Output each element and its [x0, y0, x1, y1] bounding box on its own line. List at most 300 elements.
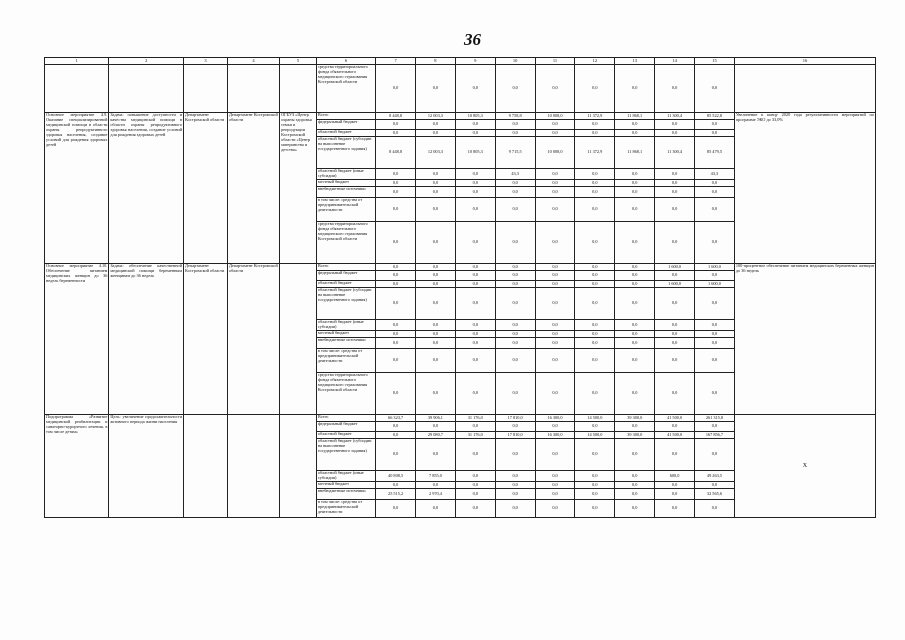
- value-cell: 0,0: [495, 222, 535, 264]
- funding-source-cell: внебюджетные источники: [316, 338, 375, 349]
- value-cell: 39 300,0: [615, 415, 655, 422]
- funding-source-cell: областной бюджет (субсидии на выполнение государственного задания): [316, 439, 375, 471]
- value-cell: 0,0: [535, 320, 575, 331]
- value-cell: 0,0: [376, 222, 416, 264]
- value-cell: 0,0: [695, 320, 735, 331]
- value-cell: 0,0: [455, 130, 495, 137]
- value-cell: 0,0: [695, 180, 735, 187]
- coexecutor-cell: Департамент Костромской области: [227, 264, 279, 415]
- value-cell: 0,0: [655, 288, 695, 320]
- funding-source-cell: областной бюджет (субсидии на выполнение государственного задания): [316, 288, 375, 320]
- value-cell: 0,0: [535, 500, 575, 518]
- value-cell: 0,0: [575, 349, 615, 373]
- participant-cell: [280, 65, 317, 113]
- value-cell: 0,0: [615, 331, 655, 338]
- task-cell: Задача: обеспечение качественной медицинской помощи беременным женщинам до 36 недель: [109, 264, 184, 415]
- value-cell: 0,0: [416, 349, 456, 373]
- value-cell: 0,0: [575, 187, 615, 198]
- value-cell: 0,0: [495, 264, 535, 271]
- value-cell: 12 003,3: [416, 113, 456, 120]
- value-cell: 0,0: [455, 222, 495, 264]
- value-cell: 0,0: [535, 373, 575, 415]
- value-cell: 0,0: [416, 338, 456, 349]
- funding-source-cell: местный бюджет: [316, 482, 375, 489]
- value-cell: 0,0: [535, 180, 575, 187]
- value-cell: 9 758,8: [495, 113, 535, 120]
- header-cell-4: 4: [227, 58, 279, 65]
- funding-source-cell: федеральный бюджет: [316, 422, 375, 432]
- value-cell: 0,0: [615, 198, 655, 222]
- value-cell: 0,0: [416, 373, 456, 415]
- value-cell: 31 176,0: [455, 432, 495, 439]
- expected-result-cell: Х: [734, 415, 875, 518]
- value-cell: 0,0: [615, 373, 655, 415]
- value-cell: 0,0: [535, 349, 575, 373]
- value-cell: 0,0: [495, 422, 535, 432]
- value-cell: 0,0: [455, 264, 495, 271]
- value-cell: 0,0: [455, 281, 495, 288]
- value-cell: 1 600,0: [695, 264, 735, 271]
- value-cell: 0,0: [695, 198, 735, 222]
- value-cell: 0,0: [416, 439, 456, 471]
- value-cell: 0,0: [455, 288, 495, 320]
- value-cell: 0,0: [535, 338, 575, 349]
- value-cell: 0,0: [695, 187, 735, 198]
- value-cell: 0,0: [376, 130, 416, 137]
- value-cell: 0,0: [535, 331, 575, 338]
- measure-name-cell: [45, 65, 109, 113]
- value-cell: 0,0: [575, 422, 615, 432]
- header-cell-13: 13: [615, 58, 655, 65]
- header-cell-3: 3: [184, 58, 228, 65]
- funding-source-cell: в том числе: средства от предпринимательской деятельности: [316, 198, 375, 222]
- value-cell: 0,0: [615, 320, 655, 331]
- value-cell: 0,0: [655, 349, 695, 373]
- funding-source-cell: средства территориального фонда обязательного медицинского страхования Костромской области: [316, 65, 375, 113]
- value-cell: 0,0: [695, 422, 735, 432]
- header-cell-12: 12: [575, 58, 615, 65]
- value-cell: 0,0: [695, 222, 735, 264]
- value-cell: 0,0: [695, 331, 735, 338]
- value-cell: 32 565,6: [695, 489, 735, 500]
- executor-cell: [184, 65, 228, 113]
- value-cell: 1 600,0: [655, 281, 695, 288]
- value-cell: 0,0: [535, 222, 575, 264]
- page-number: 36: [464, 30, 481, 49]
- value-cell: 0,0: [455, 187, 495, 198]
- value-cell: 0,0: [575, 120, 615, 130]
- value-cell: 0,0: [416, 271, 456, 281]
- task-cell: Задача: повышение доступности и качества медицинской помощи в области охраны репродуктивного здоровья населения, создание условий для рождения здоровых детей: [109, 113, 184, 264]
- header-cell-16: 16: [734, 58, 875, 65]
- value-cell: 0,0: [535, 422, 575, 432]
- value-cell: 0,0: [376, 373, 416, 415]
- measure-name-cell: Основное мероприятие 4.9. Оказание специализированной медицинской помощи в области охраны репродуктивного здоровья населения, создание условий для рождения здоровых детей: [45, 113, 109, 264]
- value-cell: 0,0: [376, 349, 416, 373]
- value-cell: 0,0: [455, 489, 495, 500]
- value-cell: 0,0: [655, 500, 695, 518]
- value-cell: 43,3: [495, 169, 535, 180]
- value-cell: 0,0: [495, 187, 535, 198]
- value-cell: 0,0: [376, 432, 416, 439]
- value-cell: 11 372,9: [575, 113, 615, 120]
- value-cell: 41 500,0: [655, 432, 695, 439]
- value-cell: 8 448,8: [376, 113, 416, 120]
- value-cell: 0,0: [615, 489, 655, 500]
- value-cell: 0,0: [655, 120, 695, 130]
- funding-source-cell: Всего: [316, 113, 375, 120]
- value-cell: 0,0: [615, 264, 655, 271]
- value-cell: 0,0: [575, 500, 615, 518]
- header-cell-2: 2: [109, 58, 184, 65]
- funding-source-cell: средства территориального фонда обязательного медицинского страхования Костромской области: [316, 222, 375, 264]
- value-cell: 0,0: [575, 264, 615, 271]
- value-cell: 0,0: [416, 120, 456, 130]
- value-cell: 7 855,0: [416, 471, 456, 482]
- value-cell: 40 808,5: [376, 471, 416, 482]
- funding-source-cell: областной бюджет (субсидии на выполнение государственного задания): [316, 137, 375, 169]
- value-cell: 0,0: [615, 271, 655, 281]
- value-cell: 0,0: [416, 222, 456, 264]
- value-cell: 0,0: [575, 130, 615, 137]
- value-cell: 0,0: [455, 180, 495, 187]
- value-cell: 0,0: [575, 320, 615, 331]
- value-cell: 0,0: [495, 482, 535, 489]
- value-cell: 0,0: [535, 187, 575, 198]
- value-cell: 0,0: [655, 489, 695, 500]
- task-cell: Цель: увеличение продолжительности активного периода жизни населения: [109, 415, 184, 518]
- value-cell: 0,0: [495, 331, 535, 338]
- value-cell: 0,0: [495, 489, 535, 500]
- value-cell: 0,0: [495, 338, 535, 349]
- value-cell: 0,0: [376, 169, 416, 180]
- value-cell: 66 323,7: [376, 415, 416, 422]
- value-cell: 0,0: [416, 320, 456, 331]
- value-cell: 0,0: [455, 349, 495, 373]
- value-cell: 9 715,5: [495, 137, 535, 169]
- value-cell: 0,0: [615, 281, 655, 288]
- value-cell: 0,0: [455, 373, 495, 415]
- value-cell: 10 805,3: [455, 137, 495, 169]
- executor-cell: Департамент Костромской области: [184, 264, 228, 415]
- coexecutor-cell: Департамент Костромской области: [227, 113, 279, 264]
- funding-source-cell: Всего: [316, 264, 375, 271]
- value-cell: 0,0: [495, 120, 535, 130]
- value-cell: 0,0: [655, 169, 695, 180]
- value-cell: 0,0: [655, 331, 695, 338]
- value-cell: 0,0: [416, 482, 456, 489]
- value-cell: 0,0: [575, 489, 615, 500]
- table-row: [45, 113, 876, 120]
- header-cell-1: 1: [45, 58, 109, 65]
- value-cell: 0,0: [376, 320, 416, 331]
- value-cell: 0,0: [695, 338, 735, 349]
- value-cell: 0,0: [535, 198, 575, 222]
- value-cell: 11 372,9: [575, 137, 615, 169]
- value-cell: 0,0: [535, 65, 575, 113]
- value-cell: 0,0: [655, 422, 695, 432]
- funding-source-cell: областной бюджет: [316, 432, 375, 439]
- value-cell: 0,0: [695, 130, 735, 137]
- value-cell: 0,0: [495, 180, 535, 187]
- value-cell: 0,0: [495, 271, 535, 281]
- value-cell: 17 810,0: [495, 432, 535, 439]
- value-cell: 14 500,0: [575, 415, 615, 422]
- value-cell: 0,0: [455, 422, 495, 432]
- value-cell: 0,0: [455, 482, 495, 489]
- funding-source-cell: областной бюджет (иные субсидии): [316, 471, 375, 482]
- funding-source-cell: федеральный бюджет: [316, 271, 375, 281]
- value-cell: 10 805,3: [455, 113, 495, 120]
- funding-source-cell: областной бюджет: [316, 281, 375, 288]
- funding-source-cell: областной бюджет (иные субсидии): [316, 169, 375, 180]
- value-cell: 0,0: [495, 373, 535, 415]
- table-row: [45, 264, 876, 271]
- value-cell: 0,0: [535, 271, 575, 281]
- coexecutor-cell: [227, 65, 279, 113]
- value-cell: 0,0: [535, 471, 575, 482]
- header-cell-15: 15: [695, 58, 735, 65]
- value-cell: 85 522,8: [695, 113, 735, 120]
- value-cell: 1 600,0: [695, 281, 735, 288]
- value-cell: 8 448,8: [376, 137, 416, 169]
- value-cell: 17 810,0: [495, 415, 535, 422]
- header-row: [45, 58, 876, 65]
- value-cell: 0,0: [455, 471, 495, 482]
- value-cell: 0,0: [655, 320, 695, 331]
- measure-name-cell: Основное мероприятие 4.10. Обеспечение питанием медицинских женщин до 36 недель беременности: [45, 264, 109, 415]
- value-cell: 0,0: [695, 120, 735, 130]
- value-cell: 261 315,8: [695, 415, 735, 422]
- funding-source-cell: внебюджетные источники: [316, 187, 375, 198]
- value-cell: 0,0: [455, 169, 495, 180]
- value-cell: 0,0: [376, 65, 416, 113]
- header-cell-6: 6: [316, 58, 375, 65]
- value-cell: 1 600,0: [655, 264, 695, 271]
- header-cell-10: 10: [495, 58, 535, 65]
- value-cell: 0,0: [615, 120, 655, 130]
- value-cell: 0,0: [495, 349, 535, 373]
- value-cell: 0,0: [615, 349, 655, 373]
- value-cell: 0,0: [695, 482, 735, 489]
- participant-cell: ОГБУЗ «Центр охраны здоровья семьи и репродукции Костромской области «Центр материнства и детства»: [280, 113, 317, 264]
- value-cell: 0,0: [575, 65, 615, 113]
- value-cell: 0,0: [695, 349, 735, 373]
- value-cell: 29 080,7: [416, 432, 456, 439]
- value-cell: 0,0: [376, 198, 416, 222]
- value-cell: 0,0: [575, 471, 615, 482]
- value-cell: 0,0: [455, 198, 495, 222]
- value-cell: 49 263,5: [695, 471, 735, 482]
- value-cell: 0,0: [416, 187, 456, 198]
- value-cell: 0,0: [495, 439, 535, 471]
- value-cell: 0,0: [655, 187, 695, 198]
- value-cell: 39 906,1: [416, 415, 456, 422]
- value-cell: 0,0: [416, 331, 456, 338]
- value-cell: 0,0: [575, 180, 615, 187]
- value-cell: 16 300,0: [535, 432, 575, 439]
- funding-source-cell: федеральный бюджет: [316, 120, 375, 130]
- value-cell: 0,0: [655, 130, 695, 137]
- value-cell: 0,0: [615, 180, 655, 187]
- value-cell: 600,0: [655, 471, 695, 482]
- value-cell: 0,0: [535, 169, 575, 180]
- executor-cell: Департамент Костромской области: [184, 113, 228, 264]
- value-cell: 25 515,2: [376, 489, 416, 500]
- value-cell: 11 868,1: [615, 113, 655, 120]
- value-cell: 0,0: [495, 288, 535, 320]
- value-cell: 0,0: [376, 439, 416, 471]
- value-cell: 0,0: [575, 373, 615, 415]
- value-cell: 41 500,0: [655, 415, 695, 422]
- funding-source-cell: областной бюджет: [316, 130, 375, 137]
- value-cell: 11 300,4: [655, 137, 695, 169]
- value-cell: 11 868,1: [615, 137, 655, 169]
- funding-source-cell: местный бюджет: [316, 180, 375, 187]
- value-cell: 0,0: [495, 471, 535, 482]
- value-cell: 0,0: [575, 331, 615, 338]
- value-cell: 0,0: [416, 198, 456, 222]
- value-cell: 11 300,4: [655, 113, 695, 120]
- measure-name-cell: Подпрограмма «Развитие медицинской реабилитации и санаторно-курортного лечения, в том числе детям»: [45, 415, 109, 518]
- value-cell: 0,0: [655, 222, 695, 264]
- value-cell: 39 300,0: [615, 432, 655, 439]
- value-cell: 0,0: [455, 65, 495, 113]
- value-cell: 0,0: [416, 288, 456, 320]
- value-cell: 0,0: [575, 288, 615, 320]
- header-cell-8: 8: [416, 58, 456, 65]
- funding-source-cell: в том числе: средства от предпринимательской деятельности: [316, 349, 375, 373]
- value-cell: 0,0: [615, 222, 655, 264]
- value-cell: 0,0: [455, 500, 495, 518]
- value-cell: 0,0: [615, 422, 655, 432]
- value-cell: 16 300,0: [535, 415, 575, 422]
- value-cell: 0,0: [615, 169, 655, 180]
- value-cell: 0,0: [535, 439, 575, 471]
- value-cell: 0,0: [695, 373, 735, 415]
- value-cell: 0,0: [655, 271, 695, 281]
- value-cell: 10 008,0: [535, 137, 575, 169]
- value-cell: 0,0: [416, 130, 456, 137]
- value-cell: 0,0: [495, 500, 535, 518]
- task-cell: [109, 65, 184, 113]
- funding-source-cell: Всего: [316, 415, 375, 422]
- table-row: [45, 415, 876, 422]
- value-cell: 0,0: [695, 271, 735, 281]
- value-cell: 0,0: [495, 198, 535, 222]
- value-cell: 0,0: [615, 482, 655, 489]
- value-cell: 0,0: [575, 198, 615, 222]
- funding-source-cell: в том числе: средства от предпринимательской деятельности: [316, 500, 375, 518]
- value-cell: 0,0: [376, 180, 416, 187]
- value-cell: 0,0: [575, 271, 615, 281]
- funding-source-cell: местный бюджет: [316, 331, 375, 338]
- coexecutor-cell: [227, 415, 279, 518]
- value-cell: 0,0: [695, 439, 735, 471]
- value-cell: 2 970,4: [416, 489, 456, 500]
- value-cell: 0,0: [535, 482, 575, 489]
- value-cell: 0,0: [615, 65, 655, 113]
- header-cell-14: 14: [655, 58, 695, 65]
- value-cell: 0,0: [455, 320, 495, 331]
- value-cell: 0,0: [455, 439, 495, 471]
- value-cell: 0,0: [376, 281, 416, 288]
- value-cell: 0,0: [655, 180, 695, 187]
- value-cell: 0,0: [535, 120, 575, 130]
- value-cell: 31 176,0: [455, 415, 495, 422]
- value-cell: 0,0: [376, 422, 416, 432]
- value-cell: 0,0: [695, 65, 735, 113]
- value-cell: 0,0: [655, 338, 695, 349]
- value-cell: 0,0: [615, 439, 655, 471]
- value-cell: 10 008,0: [535, 113, 575, 120]
- value-cell: 85 479,5: [695, 137, 735, 169]
- funding-source-cell: средства территориального фонда обязательного медицинского страхования Костромской области: [316, 373, 375, 415]
- value-cell: 0,0: [655, 482, 695, 489]
- value-cell: 0,0: [655, 65, 695, 113]
- value-cell: 0,0: [455, 338, 495, 349]
- header-cell-5: 5: [280, 58, 317, 65]
- value-cell: 0,0: [376, 271, 416, 281]
- value-cell: 0,0: [615, 288, 655, 320]
- value-cell: 0,0: [535, 489, 575, 500]
- value-cell: 0,0: [615, 338, 655, 349]
- value-cell: 0,0: [376, 482, 416, 489]
- value-cell: 167 856,7: [695, 432, 735, 439]
- value-cell: 0,0: [615, 187, 655, 198]
- value-cell: 0,0: [416, 281, 456, 288]
- value-cell: 0,0: [495, 320, 535, 331]
- value-cell: 0,0: [376, 338, 416, 349]
- value-cell: 0,0: [376, 264, 416, 271]
- executor-cell: [184, 415, 228, 518]
- header-cell-7: 7: [376, 58, 416, 65]
- value-cell: 0,0: [575, 338, 615, 349]
- value-cell: 0,0: [455, 331, 495, 338]
- value-cell: 0,0: [655, 373, 695, 415]
- value-cell: 0,0: [495, 281, 535, 288]
- value-cell: 0,0: [535, 130, 575, 137]
- value-cell: 0,0: [535, 288, 575, 320]
- value-cell: 0,0: [575, 169, 615, 180]
- value-cell: 0,0: [495, 65, 535, 113]
- value-cell: 0,0: [376, 120, 416, 130]
- expected-result-cell: 100-процентное обеспечение питанием медицинских беременных женщин до 36 недель: [734, 264, 875, 415]
- table-row: [45, 65, 876, 113]
- value-cell: 0,0: [416, 500, 456, 518]
- participant-cell: [280, 415, 317, 518]
- value-cell: 0,0: [416, 422, 456, 432]
- value-cell: 0,0: [655, 198, 695, 222]
- value-cell: 0,0: [535, 264, 575, 271]
- value-cell: 0,0: [575, 281, 615, 288]
- value-cell: 14 500,0: [575, 432, 615, 439]
- value-cell: 0,0: [655, 439, 695, 471]
- value-cell: 43,3: [695, 169, 735, 180]
- value-cell: 0,0: [376, 288, 416, 320]
- value-cell: 0,0: [376, 187, 416, 198]
- budget-table: [44, 57, 876, 518]
- value-cell: 0,0: [615, 471, 655, 482]
- value-cell: 0,0: [695, 288, 735, 320]
- value-cell: 12 003,3: [416, 137, 456, 169]
- funding-source-cell: внебюджетные источники: [316, 489, 375, 500]
- funding-source-cell: областной бюджет (иные субсидии): [316, 320, 375, 331]
- expected-result-cell: [734, 65, 875, 113]
- value-cell: 0,0: [695, 500, 735, 518]
- header-cell-11: 11: [535, 58, 575, 65]
- value-cell: 0,0: [416, 169, 456, 180]
